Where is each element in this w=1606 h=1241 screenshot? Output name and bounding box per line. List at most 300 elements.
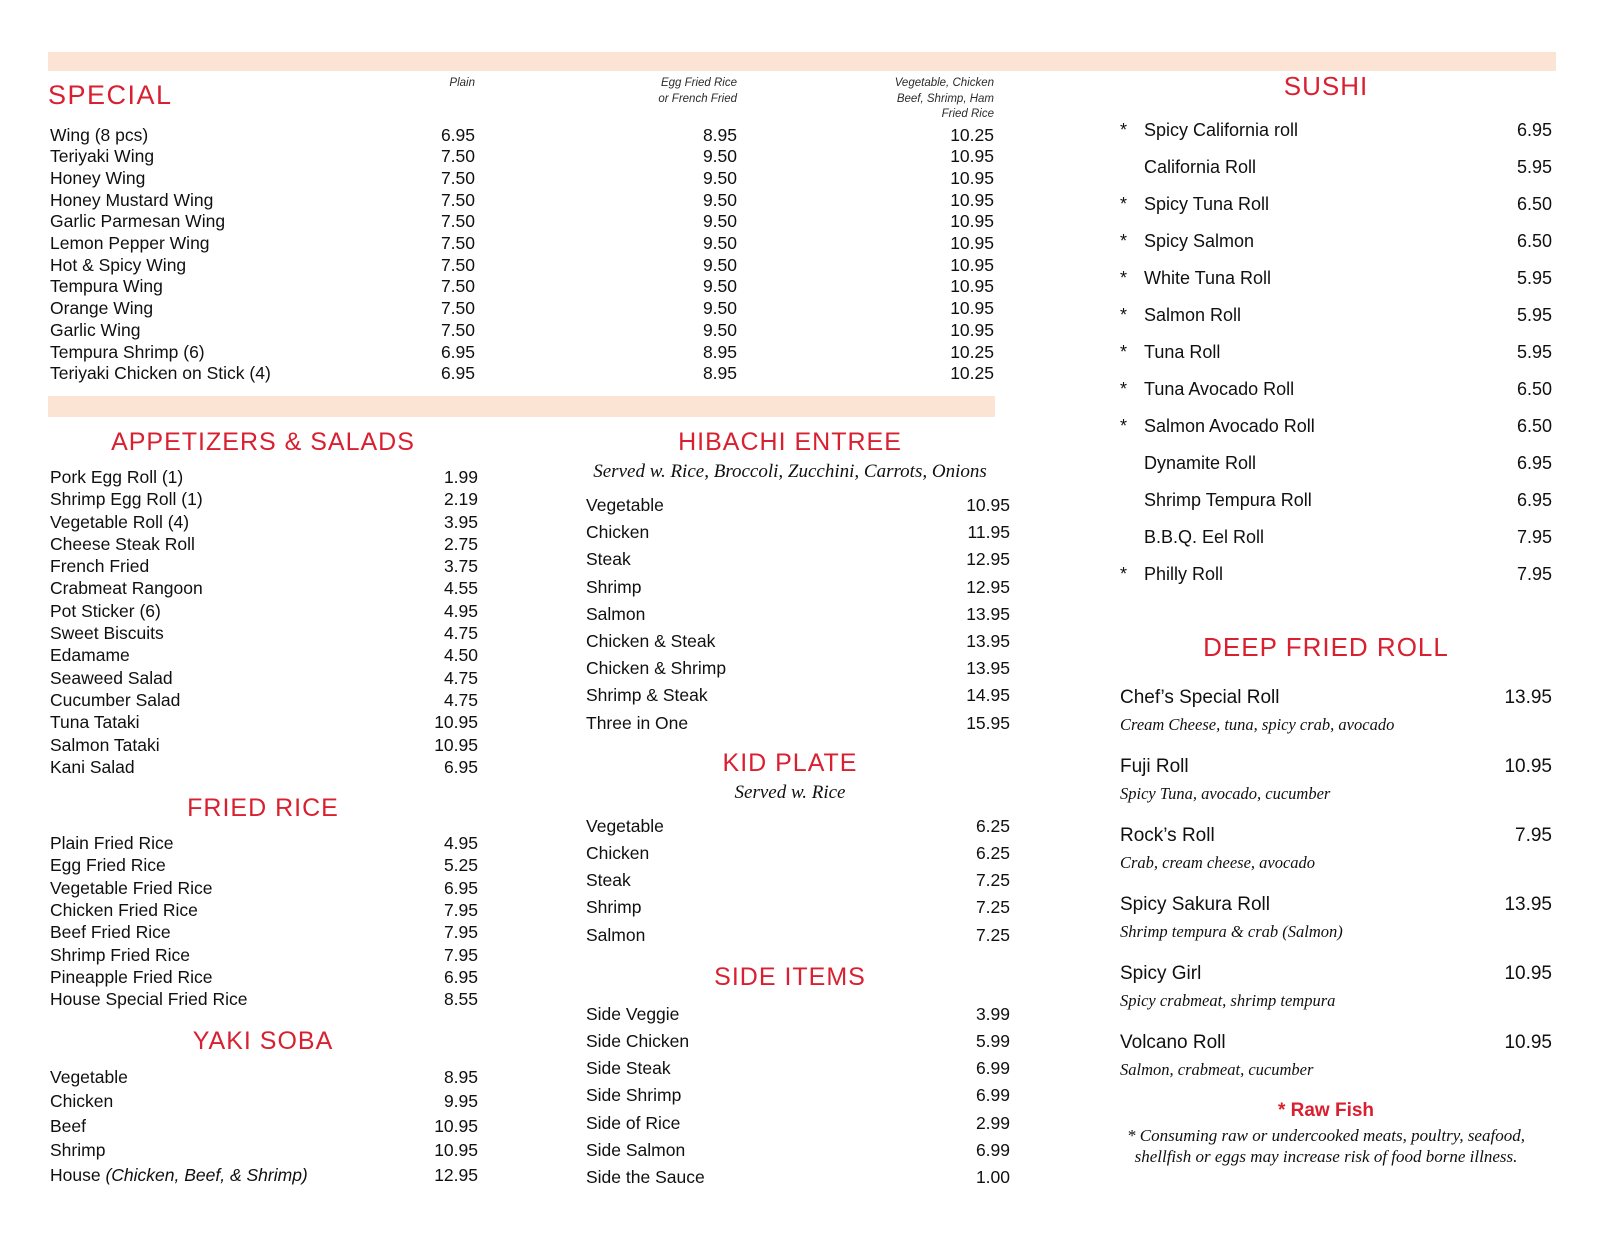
item-name: Tuna Roll: [1144, 342, 1221, 362]
item-name: Spicy Girl: [1120, 963, 1202, 984]
left-column: [48, 418, 478, 1188]
price-egg-fried-rice: 8.95: [702, 124, 737, 145]
price-combo-fried-rice: 10.95: [950, 167, 994, 188]
item-price: 10.95: [1504, 756, 1552, 777]
menu-item-row: [570, 894, 1010, 921]
item-name: Side Shrimp: [586, 1085, 682, 1106]
item-name: Plain Fried Rice: [50, 833, 174, 854]
menu-item-row: [48, 988, 478, 1010]
price-combo-fried-rice: 10.25: [950, 124, 994, 145]
item-price: 10.95: [434, 712, 478, 733]
right-column: [1100, 72, 1552, 1167]
raw-fish-star: *: [1120, 120, 1128, 140]
disclaimer-line-2: shellfish or eggs may increase risk of food borne illness.: [1134, 1147, 1518, 1166]
menu-item-row: [48, 533, 478, 555]
item-price: 5.25: [443, 855, 478, 876]
item-name: Spicy Tuna Roll: [1144, 194, 1270, 214]
price-plain: 7.50: [440, 167, 475, 188]
item-name: Steak: [586, 549, 631, 570]
item-price: 7.25: [975, 897, 1010, 918]
item-price: 1.00: [975, 1167, 1010, 1188]
item-name: Salmon: [586, 924, 646, 945]
menu-item-row: [48, 1065, 478, 1090]
menu-item-row: [48, 577, 478, 599]
menu-item-row: [570, 840, 1010, 867]
price-plain: 7.50: [440, 233, 475, 254]
yaki-soba-items: [48, 1065, 478, 1188]
menu-item-row: [570, 546, 1010, 573]
sushi-item-row: [1100, 371, 1552, 408]
menu-item-row: [48, 511, 478, 533]
item-name: Side Salmon: [586, 1139, 686, 1160]
item-price: 13.95: [1504, 687, 1552, 708]
menu-item-row: [48, 600, 478, 622]
item-price: 6.95: [443, 756, 478, 777]
item-name: Pork Egg Roll (1): [50, 467, 184, 487]
item-name: Side Chicken: [586, 1031, 690, 1052]
price-plain: 6.95: [440, 124, 475, 145]
menu-item-row: [48, 466, 478, 488]
item-name: Teriyaki Chicken on Stick (4): [50, 363, 271, 384]
deep-fried-item: [1100, 685, 1552, 736]
sushi-item-row: [1100, 149, 1552, 186]
top-band: [48, 52, 1556, 71]
item-price: 8.55: [443, 989, 478, 1010]
side-items-title: SIDE ITEMS: [714, 962, 866, 991]
price-plain: 7.50: [440, 298, 475, 319]
item-name: Shrimp & Steak: [586, 685, 708, 706]
item-price: 7.95: [1516, 564, 1552, 584]
item-name: Kani Salad: [50, 756, 135, 777]
menu-item-row: [570, 867, 1010, 894]
special-col-header-egg-fried-rice: Egg Fried Rice or French Fried: [658, 77, 737, 105]
hibachi-title: HIBACHI ENTREE: [678, 428, 902, 456]
item-price: 5.95: [1516, 342, 1552, 362]
item-name: Chicken: [586, 522, 650, 543]
item-description: Cream Cheese, tuna, spicy crab, avocado: [1120, 715, 1395, 734]
deep-fried-item: [1100, 1030, 1552, 1081]
item-name: Shrimp Fried Rice: [50, 944, 191, 965]
price-egg-fried-rice: 9.50: [702, 276, 737, 297]
item-price: 10.95: [434, 1140, 478, 1161]
fried-rice-title: FRIED RICE: [187, 794, 339, 823]
item-name: Side the Sauce: [586, 1167, 705, 1188]
footnote: [1100, 1099, 1552, 1167]
item-price: 7.95: [443, 900, 478, 921]
item-name: Chef’s Special Roll: [1120, 687, 1280, 708]
sushi-item-row: [1100, 223, 1552, 260]
item-name: Garlic Wing: [50, 319, 141, 340]
item-price: 3.95: [443, 511, 478, 532]
item-name: Shrimp: [586, 576, 642, 597]
item-price: 6.25: [975, 815, 1010, 836]
menu-item-row: [48, 667, 478, 689]
price-plain: 7.50: [440, 211, 475, 232]
item-name: Side Veggie: [586, 1003, 680, 1024]
menu-item-row: [570, 655, 1010, 682]
item-name: Dynamite Roll: [1144, 453, 1257, 473]
item-price: 12.95: [434, 1164, 478, 1185]
menu-item-row: [48, 555, 478, 577]
item-name: Beef: [50, 1115, 86, 1136]
item-name: Vegetable Fried Rice: [50, 877, 213, 898]
item-name: Rock’s Roll: [1120, 825, 1215, 846]
sushi-item-row: [1100, 186, 1552, 223]
special-item-row: [48, 255, 994, 277]
special-item-row: [48, 211, 994, 233]
left-divider-band: [48, 396, 995, 417]
raw-fish-star: [1120, 482, 1144, 519]
item-price: 2.99: [975, 1112, 1010, 1133]
deep-fried-roll-items: [1100, 685, 1552, 1081]
item-price: 13.95: [966, 603, 1010, 624]
price-combo-fried-rice: 10.95: [950, 254, 994, 275]
menu-item-row: [48, 1089, 478, 1114]
special-item-row: [48, 125, 994, 147]
sushi-items: [1100, 112, 1552, 593]
menu-item-row: [570, 1055, 1010, 1082]
item-price: 4.75: [443, 623, 478, 644]
item-name: Salmon Tataki: [50, 734, 160, 755]
item-name: Salmon Roll: [1144, 305, 1242, 325]
kid-plate-subtitle: Served w. Rice: [734, 781, 846, 803]
price-egg-fried-rice: 9.50: [702, 233, 737, 254]
item-name: Chicken: [50, 1091, 114, 1112]
price-combo-fried-rice: 10.95: [950, 233, 994, 254]
item-price: 6.95: [1516, 120, 1552, 140]
menu-item-row: [1120, 685, 1552, 711]
special-items: [48, 125, 994, 385]
sushi-item-row: [1100, 519, 1552, 556]
menu-item-row: [48, 944, 478, 966]
item-name: Tempura Shrimp (6): [50, 341, 205, 362]
item-price: 6.50: [1516, 231, 1552, 251]
item-name: Cucumber Salad: [50, 689, 181, 710]
item-name: Edamame: [50, 645, 130, 666]
item-name: California Roll: [1144, 157, 1257, 177]
item-name: Philly Roll: [1144, 564, 1224, 584]
special-item-row: [48, 146, 994, 168]
item-name: Side Steak: [586, 1058, 671, 1079]
item-name: Vegetable Roll (4): [50, 511, 190, 532]
menu-item-row: [48, 877, 478, 899]
item-name: Salmon: [586, 603, 646, 624]
item-price: 13.95: [966, 658, 1010, 679]
item-price: 7.95: [1516, 527, 1552, 547]
item-name: White Tuna Roll: [1144, 268, 1272, 288]
item-price: 7.25: [975, 870, 1010, 891]
menu-item-row: [48, 1114, 478, 1139]
item-name: Shrimp Tempura Roll: [1144, 490, 1312, 510]
item-name: Sweet Biscuits: [50, 623, 164, 644]
item-price: 6.25: [975, 843, 1010, 864]
item-name: Fuji Roll: [1120, 756, 1189, 777]
menu-item-row: [570, 628, 1010, 655]
special-item-row: [48, 363, 994, 385]
item-name: Chicken & Shrimp: [586, 658, 727, 679]
sushi-item-row: [1100, 408, 1552, 445]
price-plain: 7.50: [440, 254, 475, 275]
item-name: Chicken & Steak: [586, 631, 716, 652]
yaki-soba-title: YAKI SOBA: [192, 1026, 334, 1055]
menu-item-row: [1120, 892, 1552, 918]
special-item-row: [48, 276, 994, 298]
deep-fried-item: [1100, 823, 1552, 874]
item-price: 6.50: [1516, 416, 1552, 436]
special-col-header-plain: Plain: [449, 77, 475, 89]
price-combo-fried-rice: 10.95: [950, 189, 994, 210]
fried-rice-items: [48, 832, 478, 1010]
special-item-row: [48, 233, 994, 255]
item-name: Tuna Tataki: [50, 712, 140, 733]
kid-plate-title: KID PLATE: [722, 748, 858, 777]
menu-item-row: [48, 899, 478, 921]
price-plain: 7.50: [440, 319, 475, 340]
item-price: 6.95: [1516, 453, 1552, 473]
menu-item-row: [48, 832, 478, 854]
item-price: 6.95: [443, 966, 478, 987]
menu-item-row: [570, 519, 1010, 546]
item-name: Lemon Pepper Wing: [50, 233, 210, 254]
special-item-row: [48, 298, 994, 320]
item-name: Beef Fried Rice: [50, 922, 171, 943]
item-price: 4.95: [443, 600, 478, 621]
item-name: Spicy Salmon: [1144, 231, 1255, 251]
sushi-item-row: [1100, 556, 1552, 593]
menu-item-row: [570, 1028, 1010, 1055]
item-price: 2.19: [443, 489, 478, 510]
kid-plate-items: [570, 813, 1010, 949]
price-combo-fried-rice: 10.95: [950, 211, 994, 232]
item-name: Three in One: [586, 712, 689, 733]
price-plain: 7.50: [440, 276, 475, 297]
raw-fish-star: *: [1120, 416, 1128, 436]
item-name: Chicken: [586, 843, 650, 864]
item-name: Shrimp Egg Roll (1): [50, 489, 203, 510]
price-combo-fried-rice: 10.95: [950, 319, 994, 340]
price-egg-fried-rice: 9.50: [702, 254, 737, 275]
item-name: Chicken Fried Rice: [50, 900, 198, 921]
item-price: 5.95: [1516, 157, 1552, 177]
item-price: 4.50: [443, 645, 478, 666]
deep-fried-item: [1100, 961, 1552, 1012]
middle-column: [570, 418, 1010, 1191]
item-price: 12.95: [966, 576, 1010, 597]
menu-item-row: [1120, 1030, 1552, 1056]
price-combo-fried-rice: 10.25: [950, 341, 994, 362]
sushi-item-row: [1100, 112, 1552, 149]
item-price: 7.95: [443, 922, 478, 943]
menu-item-row: [48, 711, 478, 733]
item-name: Orange Wing: [50, 298, 154, 319]
menu-item-row: [570, 574, 1010, 601]
item-name: Seaweed Salad: [50, 667, 173, 688]
menu-item-row: [48, 644, 478, 666]
raw-fish-star: *: [1120, 379, 1128, 399]
menu-item-row: [48, 488, 478, 510]
item-price: 5.95: [1516, 305, 1552, 325]
sushi-item-row: [1100, 334, 1552, 371]
item-price: 4.75: [443, 667, 478, 688]
price-combo-fried-rice: 10.95: [950, 276, 994, 297]
menu-item-row: [570, 492, 1010, 519]
item-name: Volcano Roll: [1120, 1032, 1226, 1053]
menu-item-row: [570, 710, 1010, 737]
item-price: 6.50: [1516, 379, 1552, 399]
item-name: Pineapple Fried Rice: [50, 966, 213, 987]
special-section: [48, 76, 994, 385]
item-name: Hot & Spicy Wing: [50, 254, 187, 275]
item-description: Crab, cream cheese, avocado: [1120, 853, 1316, 872]
price-egg-fried-rice: 8.95: [702, 341, 737, 362]
sushi-item-row: [1100, 445, 1552, 482]
item-price: 6.95: [443, 877, 478, 898]
item-name: Side of Rice: [586, 1112, 681, 1133]
menu-item-row: [48, 689, 478, 711]
menu-item-row: [48, 756, 478, 778]
menu-item-row: [570, 1110, 1010, 1137]
price-plain: 6.95: [440, 363, 475, 384]
item-price: 12.95: [966, 549, 1010, 570]
price-combo-fried-rice: 10.95: [950, 146, 994, 167]
sushi-item-row: [1100, 297, 1552, 334]
item-price: 4.55: [443, 578, 478, 599]
deep-fried-item: [1100, 892, 1552, 943]
hibachi-items: [570, 492, 1010, 737]
menu-item-row: [570, 1164, 1010, 1191]
item-price: 6.99: [975, 1139, 1010, 1160]
menu-item-row: [48, 921, 478, 943]
price-egg-fried-rice: 9.50: [702, 319, 737, 340]
item-description: Salmon, crabmeat, cucumber: [1120, 1060, 1314, 1079]
item-name: Pot Sticker (6): [50, 600, 161, 621]
item-price: 6.99: [975, 1085, 1010, 1106]
raw-fish-star: *: [1120, 342, 1128, 362]
raw-fish-note: * Raw Fish: [1277, 1100, 1375, 1121]
price-egg-fried-rice: 9.50: [702, 211, 737, 232]
raw-fish-disclaimer: [1100, 1125, 1552, 1167]
item-name: Vegetable: [586, 815, 664, 836]
item-name: Wing (8 pcs): [50, 124, 149, 145]
item-price: 6.95: [1516, 490, 1552, 510]
item-name: Honey Mustard Wing: [50, 189, 214, 210]
item-name: B.B.Q. Eel Roll: [1144, 527, 1265, 547]
item-price: 3.99: [975, 1003, 1010, 1024]
item-name: Crabmeat Rangoon: [50, 578, 203, 599]
item-price: 15.95: [966, 712, 1010, 733]
hibachi-subtitle: Served w. Rice, Broccoli, Zucchini, Carrots, Onions: [593, 461, 987, 482]
price-plain: 6.95: [440, 341, 475, 362]
menu-item-row: [48, 966, 478, 988]
raw-fish-star: *: [1120, 268, 1128, 288]
appetizers-title: APPETIZERS & SALADS: [111, 428, 415, 456]
item-price: 4.75: [443, 689, 478, 710]
sushi-item-row: [1100, 260, 1552, 297]
item-note: (Chicken, Beef, & Shrimp): [100, 1164, 308, 1185]
item-name: Tuna Avocado Roll: [1144, 379, 1295, 399]
item-price: 8.95: [443, 1066, 478, 1087]
item-name: French Fried: [50, 556, 150, 577]
item-price: 1.99: [443, 467, 478, 487]
item-name: Egg Fried Rice: [50, 855, 166, 876]
item-price: 11.95: [967, 522, 1010, 543]
price-egg-fried-rice: 8.95: [702, 363, 737, 384]
special-item-row: [48, 342, 994, 364]
item-price: 7.25: [975, 924, 1010, 945]
item-price: 5.95: [1516, 268, 1552, 288]
item-name: Vegetable: [586, 495, 664, 515]
sushi-title: SUSHI: [1283, 71, 1369, 101]
menu-item-row: [570, 1001, 1010, 1028]
menu-item-row: [48, 734, 478, 756]
item-name: Salmon Avocado Roll: [1144, 416, 1315, 436]
item-price: 2.75: [443, 533, 478, 554]
item-price: 7.95: [443, 944, 478, 965]
item-price: 13.95: [966, 631, 1010, 652]
item-price: 4.95: [443, 833, 478, 854]
item-name: Cheese Steak Roll: [50, 533, 195, 554]
sushi-item-row: [1100, 482, 1552, 519]
item-price: 10.95: [434, 1115, 478, 1136]
raw-fish-star: [1120, 445, 1144, 482]
item-description: Spicy Tuna, avocado, cucumber: [1120, 784, 1331, 803]
price-combo-fried-rice: 10.95: [950, 298, 994, 319]
menu-item-row: [48, 854, 478, 876]
side-items-items: [570, 1001, 1010, 1191]
menu-item-row: [48, 622, 478, 644]
raw-fish-star: *: [1120, 564, 1128, 584]
item-name: Garlic Parmesan Wing: [50, 211, 226, 232]
special-item-row: [48, 190, 994, 212]
item-price: 3.75: [443, 556, 478, 577]
special-item-row: [48, 168, 994, 190]
item-price: 14.95: [966, 685, 1010, 706]
item-name: Spicy Sakura Roll: [1120, 894, 1270, 915]
price-plain: 7.50: [440, 146, 475, 167]
menu-item-row: [570, 601, 1010, 628]
menu-item-row: [1120, 754, 1552, 780]
raw-fish-star: [1120, 519, 1144, 556]
disclaimer-line-1: * Consuming raw or undercooked meats, poultry, seafood,: [1127, 1126, 1525, 1145]
item-description: Spicy crabmeat, shrimp tempura: [1120, 991, 1336, 1010]
price-combo-fried-rice: 10.25: [950, 363, 994, 384]
price-egg-fried-rice: 9.50: [702, 298, 737, 319]
menu-item-row: [1120, 961, 1552, 987]
item-name: Honey Wing: [50, 167, 146, 188]
item-name: Teriyaki Wing: [50, 146, 155, 167]
menu-item-row: [48, 1163, 478, 1188]
raw-fish-star: *: [1120, 231, 1128, 251]
item-price: 9.95: [443, 1091, 478, 1112]
menu-item-row: [570, 813, 1010, 840]
item-description: Shrimp tempura & crab (Salmon): [1120, 922, 1343, 941]
price-egg-fried-rice: 9.50: [702, 146, 737, 167]
price-egg-fried-rice: 9.50: [702, 167, 737, 188]
raw-fish-star: *: [1120, 305, 1128, 325]
item-name: Spicy California roll: [1144, 120, 1299, 140]
item-name: Steak: [586, 870, 631, 891]
raw-fish-star: *: [1120, 194, 1128, 214]
item-price: 10.95: [966, 495, 1010, 515]
item-price: 6.99: [975, 1058, 1010, 1079]
item-price: 5.99: [975, 1031, 1010, 1052]
special-item-row: [48, 320, 994, 342]
menu-item-row: [48, 1138, 478, 1163]
special-col-header-combo-fried-rice: Vegetable, Chicken Beef, Shrimp, Ham Fried Rice: [894, 77, 994, 120]
item-price: 13.95: [1504, 894, 1552, 915]
item-price: 7.95: [1515, 825, 1552, 846]
deep-fried-item: [1100, 754, 1552, 805]
